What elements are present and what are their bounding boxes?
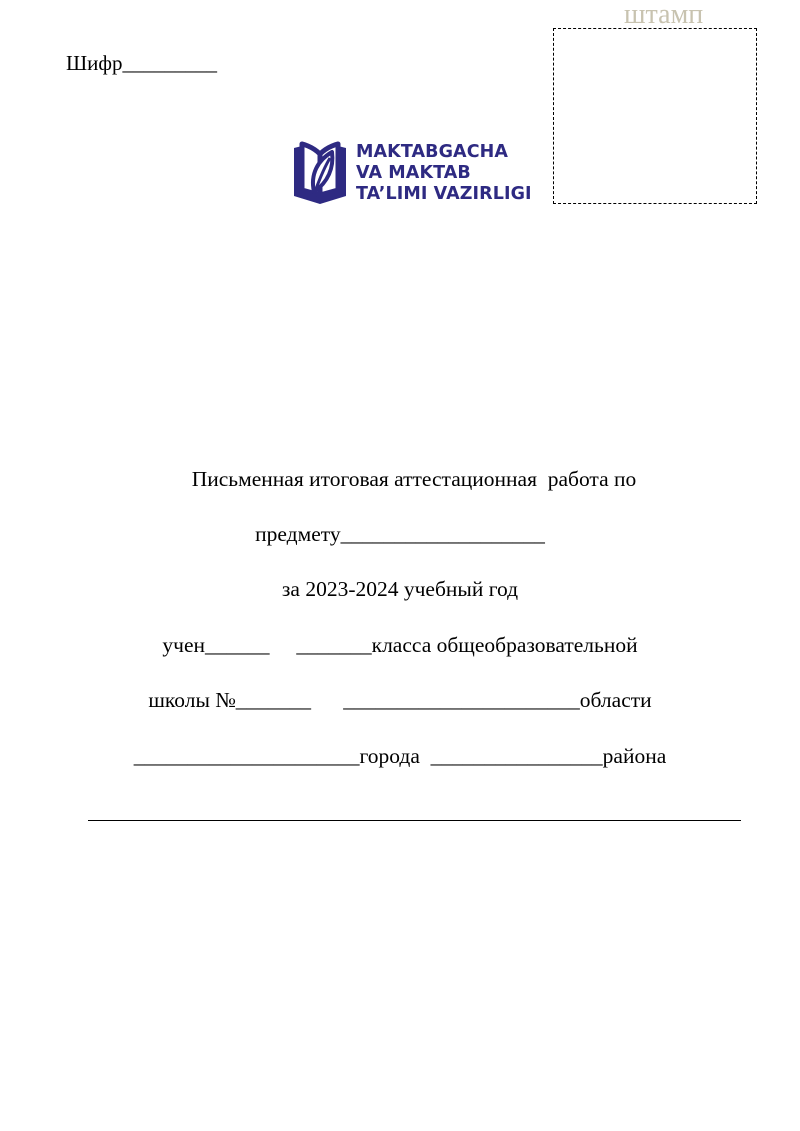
school-year: за 2023-2024 учебный год <box>281 577 519 601</box>
city-district-field: _____________________города ________________района <box>133 744 667 768</box>
stamp-label: штамп <box>624 0 704 30</box>
bottom-rule <box>88 820 741 821</box>
student-class-field: учен______ _______класса общеобразовательной <box>162 633 638 657</box>
ministry-logo <box>290 134 540 210</box>
form-title: Письменная итоговая аттестационная работа по <box>191 467 637 491</box>
book-leaf-icon <box>290 134 350 210</box>
cipher-field: Шифр_________ <box>66 51 218 75</box>
stamp-box <box>553 28 757 204</box>
logo-line-2: VA MAKTAB <box>356 163 471 183</box>
logo-line-3: TA’LIMI VAZIRLIGI <box>356 184 532 204</box>
logo-line-1: MAKTABGACHA <box>356 142 509 162</box>
school-region-field: школы №_______ ______________________области <box>148 688 652 712</box>
subject-field: предмету___________________ <box>255 522 545 546</box>
ministry-name <box>356 142 532 205</box>
